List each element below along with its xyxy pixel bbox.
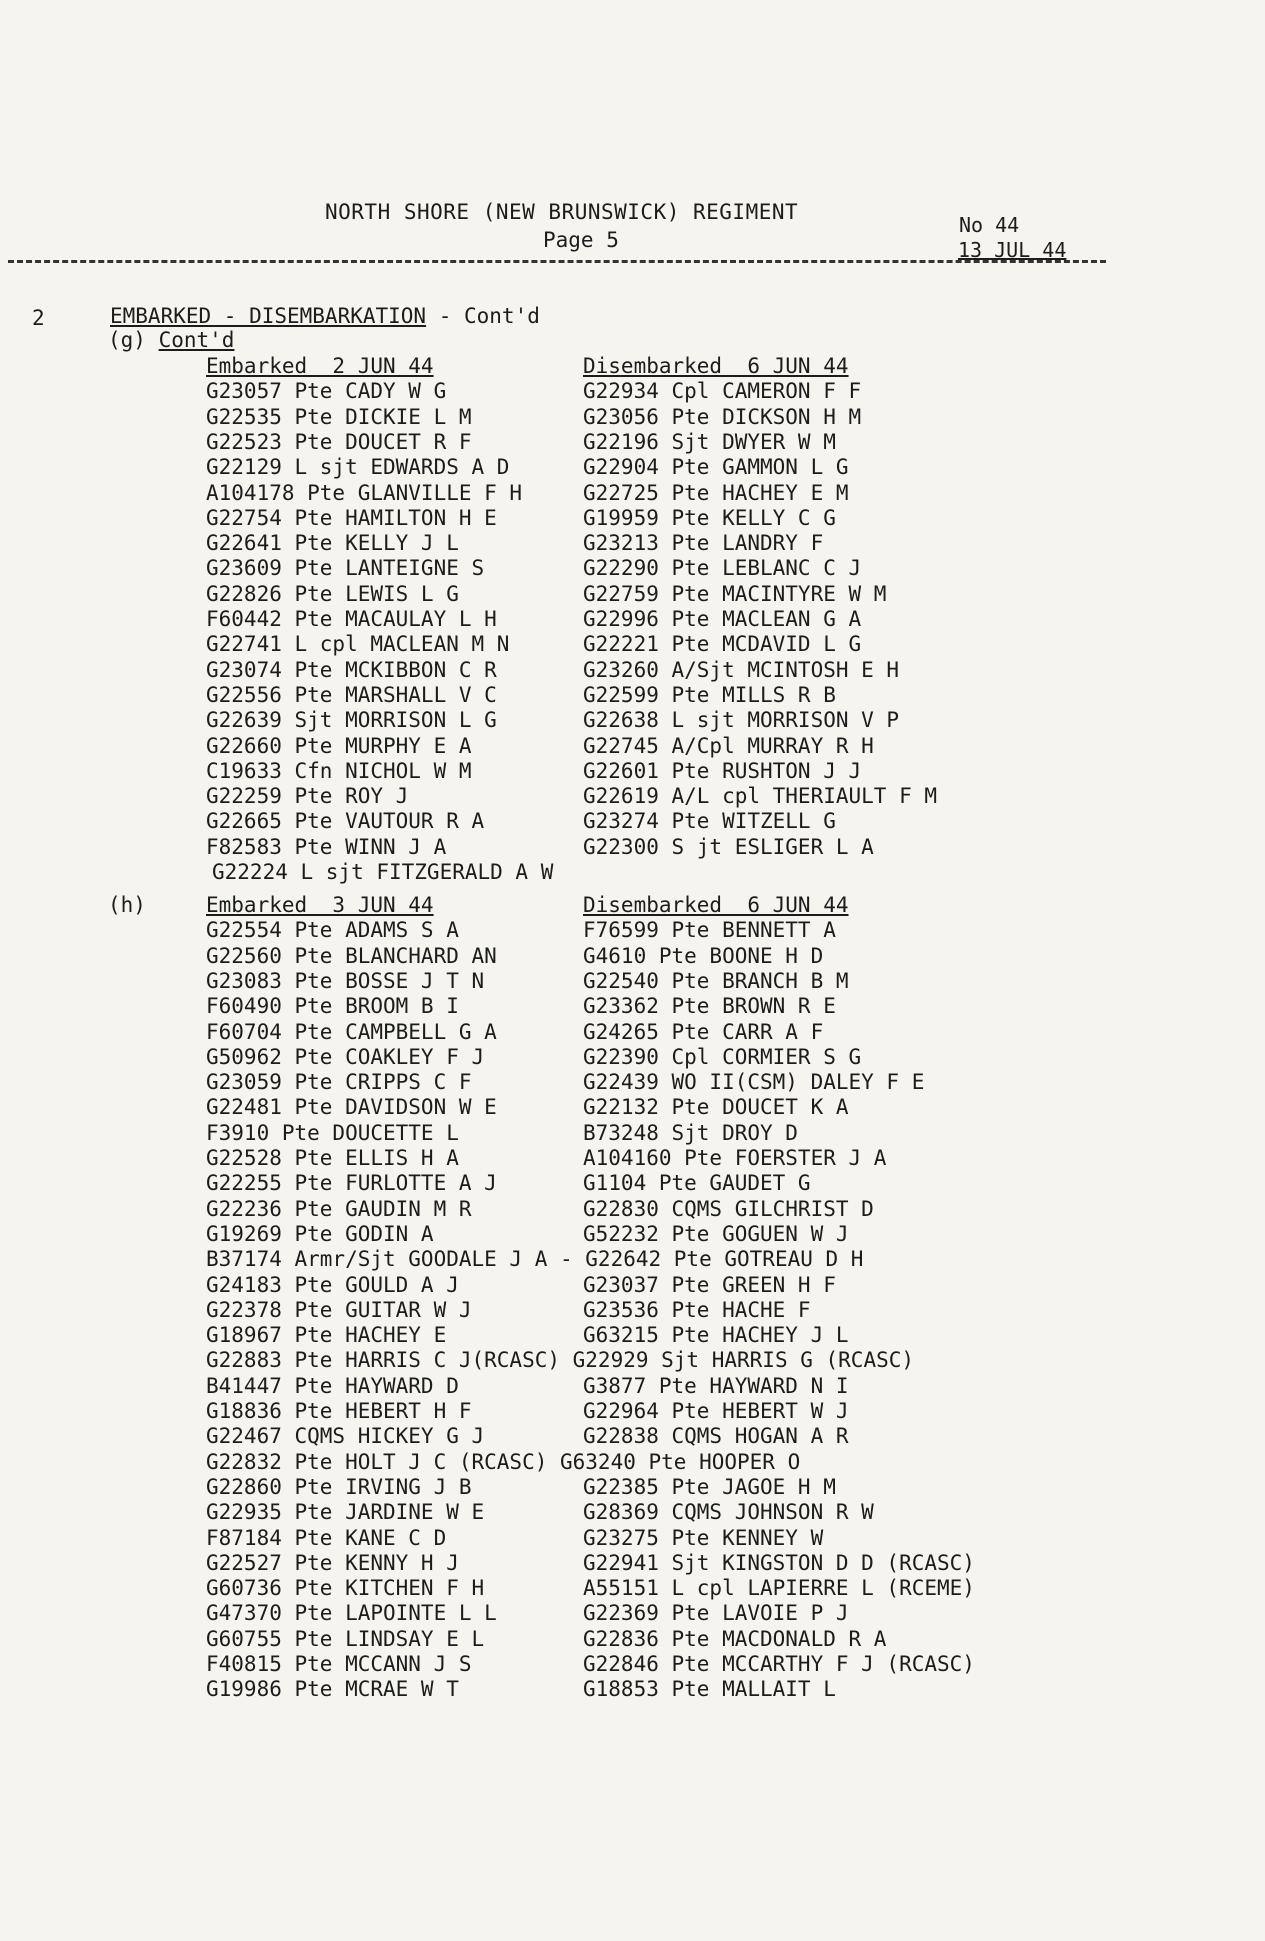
- roster-entry-disembarked: G22290 Pte LEBLANC C J: [583, 556, 862, 580]
- roster-entry-disembarked: G23536 Pte HACHE F: [583, 1298, 811, 1322]
- group-g-note: Cont'd: [158, 328, 235, 352]
- roster-entry-disembarked: G52232 Pte GOGUEN W J: [583, 1222, 849, 1246]
- roster-entry-embarked: G22528 Pte ELLIS H A: [206, 1146, 459, 1170]
- roster-entry-disembarked: G22132 Pte DOUCET K A: [583, 1095, 849, 1119]
- roster-entry-disembarked: G23213 Pte LANDRY F: [583, 531, 824, 555]
- roster-entry-disembarked: G22941 Sjt KINGSTON D D (RCASC): [583, 1551, 975, 1575]
- roster-entry-disembarked: B73248 Sjt DROY D: [583, 1121, 798, 1145]
- roster-entry-disembarked: G22964 Pte HEBERT W J: [583, 1399, 849, 1423]
- roster-entry-disembarked: G22601 Pte RUSHTON J J: [583, 759, 862, 783]
- roster-entry-embarked: G22826 Pte LEWIS L G: [206, 582, 459, 606]
- roster-entry-embarked: G22741 L cpl MACLEAN M N: [206, 632, 510, 656]
- embarked-heading: Embarked 3 JUN 44: [206, 893, 434, 917]
- roster-entry-embarked: G22556 Pte MARSHALL V C: [206, 683, 497, 707]
- roster-entry-disembarked: G22300 S jt ESLIGER L A: [583, 835, 874, 859]
- roster-entry-disembarked: G22830 CQMS GILCHRIST D: [583, 1197, 874, 1221]
- roster-entry-disembarked: G22369 Pte LAVOIE P J: [583, 1601, 849, 1625]
- roster-entry-embarked: F87184 Pte KANE C D: [206, 1526, 447, 1550]
- paragraph-number: 2: [32, 306, 45, 330]
- roster-entry-embarked: G22860 Pte IRVING J B: [206, 1475, 472, 1499]
- roster-entry-embarked: G22129 L sjt EDWARDS A D: [206, 455, 510, 479]
- roster-entry-extra: G22224 L sjt FITZGERALD A W: [212, 860, 554, 884]
- roster-entry-disembarked: G22934 Cpl CAMERON F F: [583, 379, 862, 403]
- roster-entry-embarked: G22754 Pte HAMILTON H E: [206, 506, 497, 530]
- roster-entry-embarked: G22236 Pte GAUDIN M R: [206, 1197, 472, 1221]
- roster-entry-embarked: G60755 Pte LINDSAY E L: [206, 1627, 485, 1651]
- roster-entry-disembarked: G22385 Pte JAGOE H M: [583, 1475, 836, 1499]
- roster-entry-embarked: G23074 Pte MCKIBBON C R: [206, 658, 497, 682]
- roster-entry-disembarked: G22638 L sjt MORRISON V P: [583, 708, 900, 732]
- roster-entry-embarked: G22259 Pte ROY J: [206, 784, 409, 808]
- roster-entry-embarked: A104178 Pte GLANVILLE F H: [206, 481, 523, 505]
- roster-entry-embarked: G19986 Pte MCRAE W T: [206, 1677, 459, 1701]
- roster-entry-disembarked: G22838 CQMS HOGAN A R: [583, 1424, 849, 1448]
- roster-entry-disembarked: A104160 Pte FOERSTER J A: [583, 1146, 887, 1170]
- roster-entry-embarked: G22935 Pte JARDINE W E: [206, 1500, 485, 1524]
- roster-entry-disembarked: F76599 Pte BENNETT A: [583, 918, 836, 942]
- roster-entry-embarked: G22883 Pte HARRIS C J(RCASC) G22929 Sjt HARRIS G (RCASC): [206, 1348, 915, 1372]
- roster-entry-embarked: F82583 Pte WINN J A: [206, 835, 447, 859]
- roster-entry-disembarked: G23274 Pte WITZELL G: [583, 809, 836, 833]
- roster-entry-embarked: G18967 Pte HACHEY E: [206, 1323, 447, 1347]
- roster-entry-disembarked: G22846 Pte MCCARTHY F J (RCASC): [583, 1652, 975, 1676]
- roster-entry-embarked: F40815 Pte MCCANN J S: [206, 1652, 472, 1676]
- roster-entry-disembarked: G24265 Pte CARR A F: [583, 1020, 824, 1044]
- roster-entry-embarked: B41447 Pte HAYWARD D: [206, 1374, 459, 1398]
- roster-entry-embarked: G22535 Pte DICKIE L M: [206, 405, 472, 429]
- roster-entry-embarked: F60442 Pte MACAULAY L H: [206, 607, 497, 631]
- roster-entry-embarked: G19269 Pte GODIN A: [206, 1222, 434, 1246]
- roster-entry-disembarked: G63215 Pte HACHEY J L: [583, 1323, 849, 1347]
- embarked-heading: Embarked 2 JUN 44: [206, 354, 434, 378]
- roster-entry-embarked: G23057 Pte CADY W G: [206, 379, 447, 403]
- roster-entry-disembarked: G22759 Pte MACINTYRE W M: [583, 582, 887, 606]
- roster-entry-disembarked: G23056 Pte DICKSON H M: [583, 405, 862, 429]
- roster-entry-embarked: G22554 Pte ADAMS S A: [206, 918, 459, 942]
- roster-entry-disembarked: G22836 Pte MACDONALD R A: [583, 1627, 887, 1651]
- roster-entry-embarked: F3910 Pte DOUCETTE L: [206, 1121, 459, 1145]
- roster-entry-embarked: F60704 Pte CAMPBELL G A: [206, 1020, 497, 1044]
- roster-entry-embarked: G22378 Pte GUITAR W J: [206, 1298, 472, 1322]
- roster-entry-embarked: G22660 Pte MURPHY E A: [206, 734, 472, 758]
- roster-entry-embarked: G22255 Pte FURLOTTE A J: [206, 1171, 497, 1195]
- disembarked-heading: Disembarked 6 JUN 44: [583, 893, 849, 917]
- roster-entry-embarked: G22832 Pte HOLT J C (RCASC) G63240 Pte HOOPER O: [206, 1450, 801, 1474]
- roster-entry-disembarked: G28369 CQMS JOHNSON R W: [583, 1500, 874, 1524]
- roster-entry-disembarked: G1104 Pte GAUDET G: [583, 1171, 811, 1195]
- roster-entry-disembarked: G22196 Sjt DWYER W M: [583, 430, 836, 454]
- roster-entry-embarked: G24183 Pte GOULD A J: [206, 1273, 459, 1297]
- roster-entry-disembarked: G4610 Pte BOONE H D: [583, 944, 824, 968]
- roster-entry-embarked: G22665 Pte VAUTOUR R A: [206, 809, 485, 833]
- section-title-text: EMBARKED - DISEMBARKATION: [110, 304, 427, 328]
- roster-entry-disembarked: G23037 Pte GREEN H F: [583, 1273, 836, 1297]
- group-h-label: (h): [108, 893, 146, 917]
- roster-entry-embarked: G23059 Pte CRIPPS C F: [206, 1070, 472, 1094]
- document-number: No 44: [959, 213, 1020, 237]
- roster-entry-embarked: G23083 Pte BOSSE J T N: [206, 969, 485, 993]
- roster-entry-embarked: G22467 CQMS HICKEY G J: [206, 1424, 485, 1448]
- roster-entry-disembarked: G22619 A/L cpl THERIAULT F M: [583, 784, 938, 808]
- roster-entry-disembarked: G19959 Pte KELLY C G: [583, 506, 836, 530]
- disembarked-heading: Disembarked 6 JUN 44: [583, 354, 849, 378]
- document-date: 13 JUL 44: [958, 238, 1067, 262]
- roster-entry-embarked: G22523 Pte DOUCET R F: [206, 430, 472, 454]
- roster-entry-disembarked: G23260 A/Sjt MCINTOSH E H: [583, 658, 900, 682]
- roster-entry-disembarked: G22904 Pte GAMMON L G: [583, 455, 849, 479]
- roster-entry-disembarked: G22540 Pte BRANCH B M: [583, 969, 849, 993]
- roster-entry-disembarked: G22221 Pte MCDAVID L G: [583, 632, 862, 656]
- roster-entry-disembarked: G22439 WO II(CSM) DALEY F E: [583, 1070, 925, 1094]
- roster-entry-disembarked: G3877 Pte HAYWARD N I: [583, 1374, 849, 1398]
- roster-entry-disembarked: A55151 L cpl LAPIERRE L (RCEME): [583, 1576, 975, 1600]
- roster-entry-embarked: G50962 Pte COAKLEY F J: [206, 1045, 485, 1069]
- section-title-suffix: - Cont'd: [426, 304, 540, 328]
- roster-entry-embarked: F60490 Pte BROOM B I: [206, 994, 459, 1018]
- roster-entry-embarked: G22481 Pte DAVIDSON W E: [206, 1095, 497, 1119]
- roster-entry-disembarked: G22996 Pte MACLEAN G A: [583, 607, 862, 631]
- roster-entry-embarked: G60736 Pte KITCHEN F H: [206, 1576, 485, 1600]
- regiment-title: NORTH SHORE (NEW BRUNSWICK) REGIMENT: [325, 200, 799, 224]
- section-title: [110, 304, 540, 328]
- roster-entry-disembarked: G22599 Pte MILLS R B: [583, 683, 836, 707]
- roster-entry-disembarked: G23362 Pte BROWN R E: [583, 994, 836, 1018]
- roster-entry-embarked: G47370 Pte LAPOINTE L L: [206, 1601, 497, 1625]
- roster-entry-disembarked: G22725 Pte HACHEY E M: [583, 481, 849, 505]
- roster-entry-embarked: G22560 Pte BLANCHARD AN: [206, 944, 497, 968]
- roster-entry-disembarked: G22390 Cpl CORMIER S G: [583, 1045, 862, 1069]
- roster-entry-embarked: G22527 Pte KENNY H J: [206, 1551, 459, 1575]
- roster-entry-disembarked: G22745 A/Cpl MURRAY R H: [583, 734, 874, 758]
- roster-entry-embarked: C19633 Cfn NICHOL W M: [206, 759, 472, 783]
- roster-entry-embarked: G22639 Sjt MORRISON L G: [206, 708, 497, 732]
- roster-entry-embarked: G23609 Pte LANTEIGNE S: [206, 556, 485, 580]
- page-number: Page 5: [543, 228, 619, 252]
- roster-entry-embarked: B37174 Armr/Sjt GOODALE J A - G22642 Pte GOTREAU D H: [206, 1247, 864, 1271]
- roster-entry-disembarked: G18853 Pte MALLAIT L: [583, 1677, 836, 1701]
- roster-entry-disembarked: G23275 Pte KENNEY W: [583, 1526, 824, 1550]
- group-g-label: (g) Cont'd: [108, 328, 235, 352]
- header-divider: [8, 260, 1106, 263]
- roster-entry-embarked: G18836 Pte HEBERT H F: [206, 1399, 472, 1423]
- roster-entry-embarked: G22641 Pte KELLY J L: [206, 531, 459, 555]
